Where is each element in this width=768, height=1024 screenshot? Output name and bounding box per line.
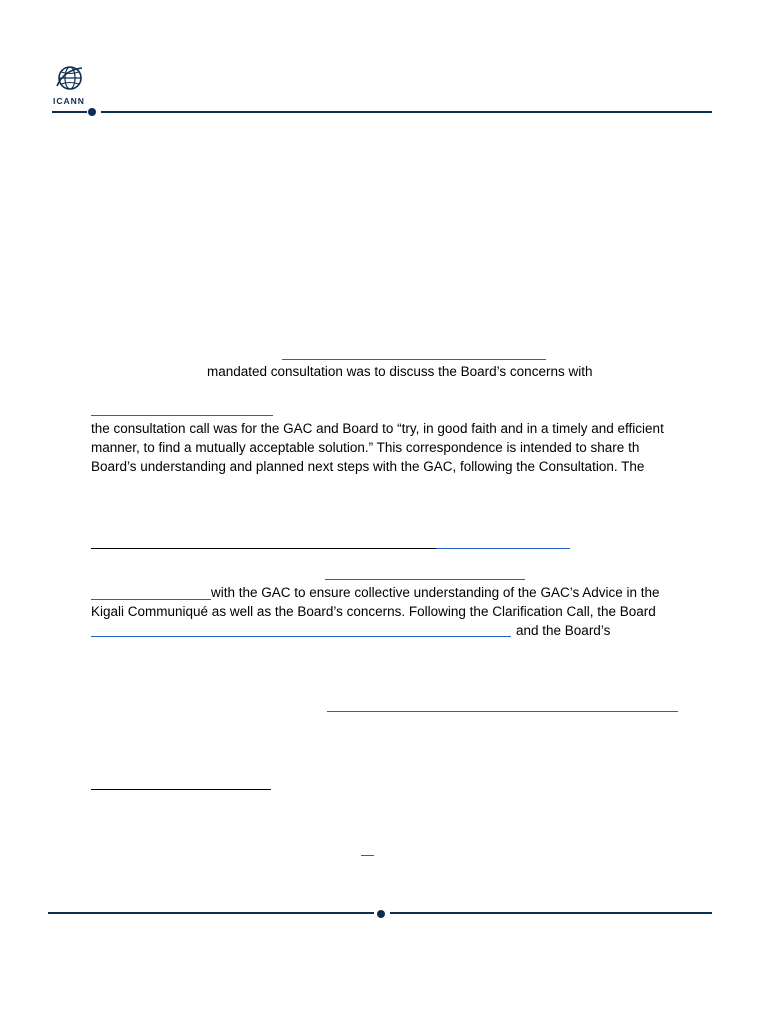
icann-logo-text: ICANN (53, 96, 85, 106)
body-line: manner, to find a mutually acceptable solution.” This correspondence is intended to share th (91, 440, 640, 455)
header-rule-left (52, 111, 87, 113)
body-line: the consultation call was for the GAC and Board to “try, in good faith and in a timely and efficient (91, 421, 664, 436)
hyperlink-underline[interactable] (91, 599, 211, 600)
redacted-underline (91, 789, 271, 790)
body-line: and the Board’s (516, 623, 611, 638)
icann-globe-logo-icon (54, 62, 86, 94)
body-line: Board’s understanding and planned next steps with the GAC, following the Consultation. The (91, 459, 645, 474)
body-line: Kigali Communiqué as well as the Board’s concerns. Following the Clarification Call, the Board (91, 604, 656, 619)
footer-rule-right (390, 912, 712, 914)
footer-rule-left (48, 912, 374, 914)
footer-rule-dot (377, 910, 385, 918)
redacted-underline (91, 548, 436, 549)
hyperlink-underline[interactable] (91, 415, 273, 416)
hyperlink-underline[interactable] (361, 855, 374, 856)
body-line: with the GAC to ensure collective understanding of the GAC’s Advice in the (211, 585, 660, 600)
header-rule-right (101, 111, 712, 113)
header-rule-dot (88, 108, 96, 116)
body-line: mandated consultation was to discuss the Board’s concerns with (207, 364, 593, 379)
hyperlink-underline[interactable] (327, 711, 678, 712)
hyperlink-underline[interactable] (282, 359, 546, 360)
hyperlink-underline[interactable] (91, 636, 511, 637)
hyperlink-underline[interactable] (436, 548, 570, 549)
hyperlink-underline[interactable] (325, 579, 525, 580)
